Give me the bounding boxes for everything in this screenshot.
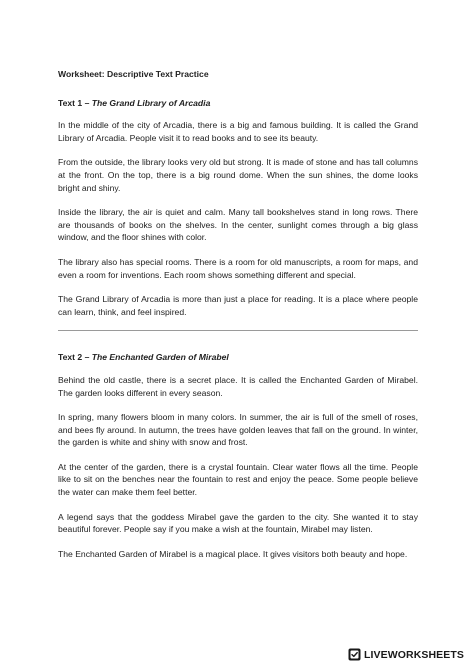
text1-paragraph: The Grand Library of Arcadia is more than just a place for reading. It is a place where people can learn, think, and feel inspired. bbox=[58, 294, 418, 317]
text2-label: Text 2 – bbox=[58, 352, 92, 363]
text1-paragraph: Inside the library, the air is quiet and calm. Many tall bookshelves stand in long rows. There are thousands of books on the shelves. In the center, sunlight comes through a big glass window, and the floor shines with color. bbox=[58, 207, 418, 243]
text2-paragraph: In spring, many flowers bloom in many colors. In summer, the air is full of the smell of roses, and bees fly around. In autumn, the trees have golden leaves that fall on the ground. In winter, the garden is white and shiny with snow and frost. bbox=[58, 412, 418, 448]
text1-heading bbox=[58, 97, 418, 110]
text2-heading bbox=[58, 351, 418, 364]
text1-name: The Grand Library of Arcadia bbox=[91, 97, 211, 108]
text1-label: Text 1 – bbox=[58, 97, 92, 108]
liveworksheets-logo-icon bbox=[348, 648, 361, 661]
section-divider bbox=[58, 330, 418, 331]
liveworksheets-footer[interactable] bbox=[348, 648, 464, 661]
worksheet-page bbox=[58, 68, 418, 572]
text2-paragraph: The Enchanted Garden of Mirabel is a magical place. It gives visitors both beauty and hope. bbox=[58, 548, 408, 559]
brand-name: LIVEWORKSHEETS bbox=[364, 648, 464, 661]
text2-paragraph: A legend says that the goddess Mirabel gave the garden to the city. She wanted it to stay beautiful forever. People say if you make a wish at the fountain, Mirabel may listen. bbox=[58, 511, 418, 535]
text1-paragraph: The library also has special rooms. There is a room for old manuscripts, a room for maps, and even a room for inventions. Each room shows something different and special. bbox=[58, 256, 418, 280]
text2-paragraph: Behind the old castle, there is a secret place. It is called the Enchanted Garden of Mirabel. The garden looks different in every season. bbox=[58, 374, 418, 398]
worksheet-title: Worksheet: Descriptive Text Practice bbox=[58, 69, 209, 79]
text1-paragraph: From the outside, the library looks very old but strong. It is made of stone and has tall columns at the front. On the top, there is a big round dome. When the sun shines, the dome looks bright and shiny. bbox=[58, 157, 418, 193]
text2-name: The Enchanted Garden of Mirabel bbox=[91, 352, 229, 363]
text2-paragraph: At the center of the garden, there is a crystal fountain. Clear water flows all the time. People like to sit on the benches near the fountain to rest and enjoy the peace. Some people believe the water can make them feel better. bbox=[58, 461, 418, 498]
text1-paragraph: In the middle of the city of Arcadia, there is a big and famous building. It is called the Grand Library of Arcadia. People visit it to read books and to see its beauty. bbox=[58, 120, 418, 143]
